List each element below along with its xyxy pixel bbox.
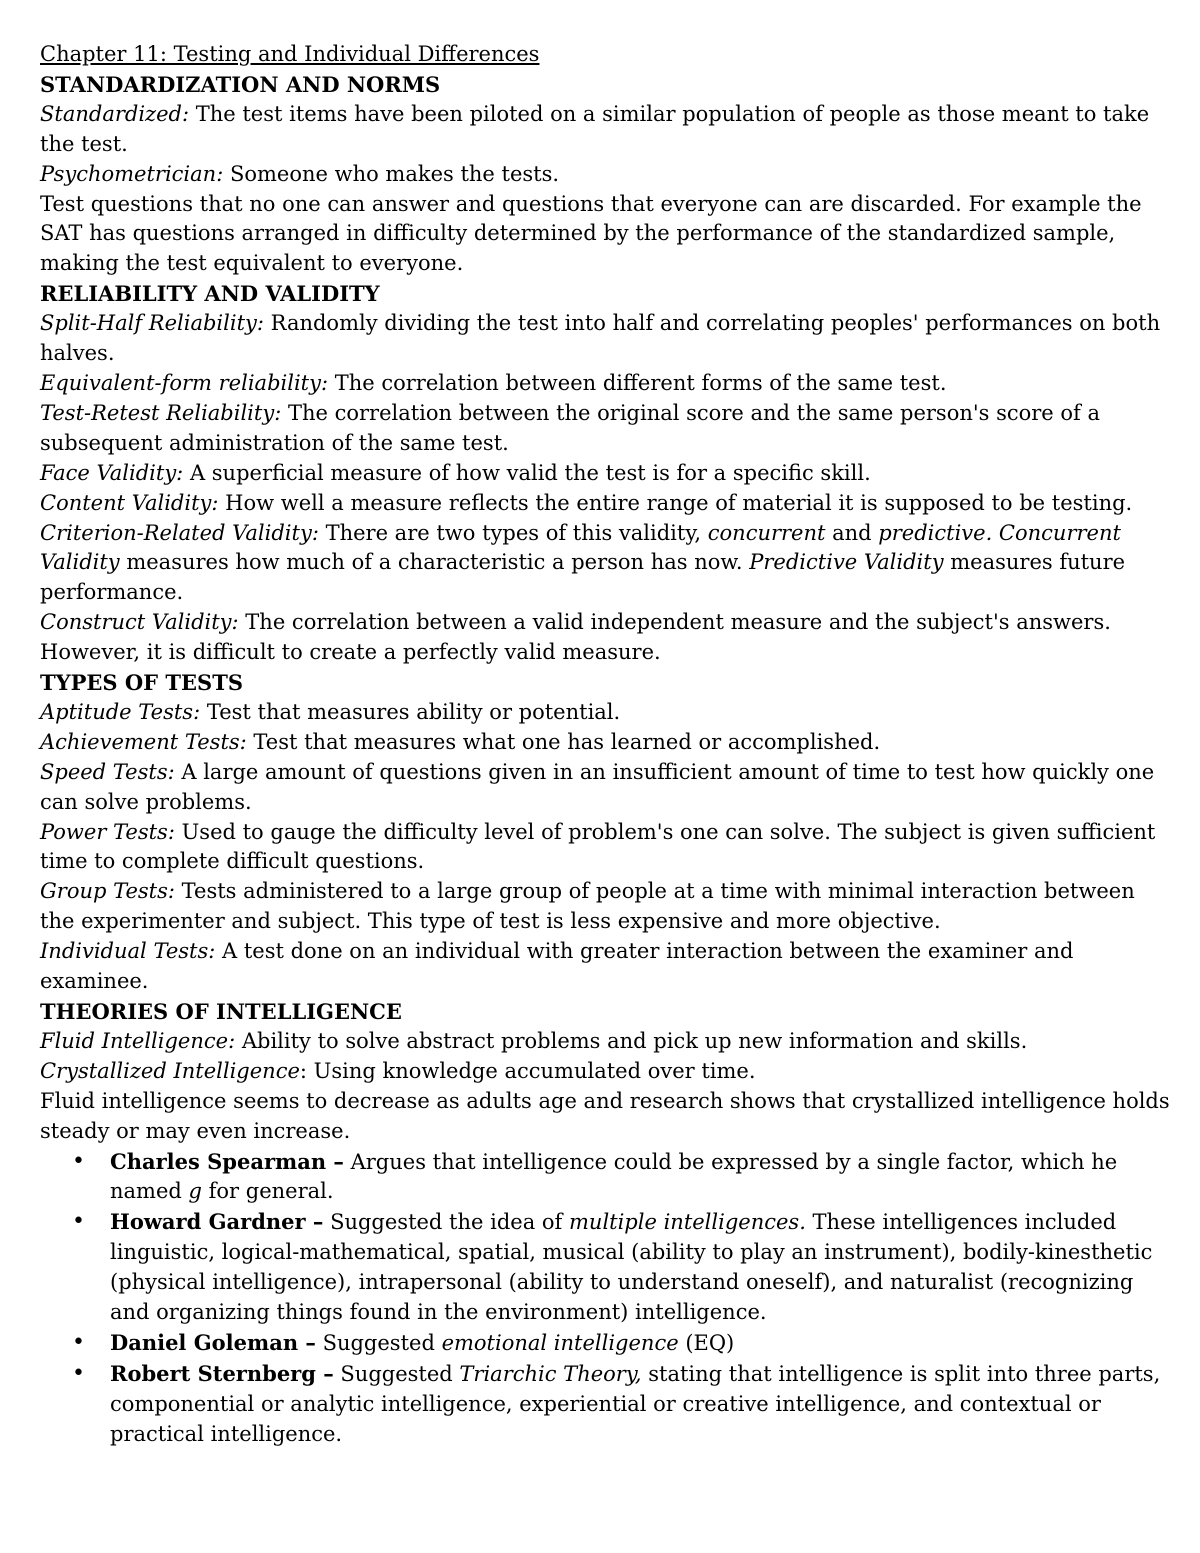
theorist-name: Daniel Goleman –	[110, 1329, 316, 1355]
emphasis: multiple intelligences.	[569, 1210, 806, 1235]
emphasis: predictive. Concurrent Validity	[40, 520, 1121, 575]
definition-text: The test items have been piloted on a similar population of people as those meant to take the test.	[40, 101, 1150, 156]
list-item-text: These intelligences included linguistic, logical-mathematical, spatial, musical (ability to play an instrument), bodily-kinesthetic (physical intelligence), intrapersonal (ability to understand oneself), and naturalist (recognizing and organizing things found in the environment) intelligence.	[110, 1210, 1153, 1325]
definition-standardized	[40, 100, 1170, 160]
term: Standardized:	[40, 101, 190, 126]
term: Power Tests:	[40, 819, 175, 844]
definition-text: Test that measures ability or potential.	[200, 699, 621, 724]
definition-crystallized	[40, 1057, 1170, 1087]
theories-note: Fluid intelligence seems to decrease as adults age and research shows that crystallized intelligence holds steady or may even increase.	[40, 1088, 1170, 1143]
term: Split-Half Reliability:	[40, 311, 264, 336]
section-heading-standardization: STANDARDIZATION AND NORMS	[40, 71, 441, 97]
definition-power	[40, 818, 1170, 878]
definition-text: The correlation between a valid independent measure and the subject's answers. However, it is difficult to create a perfectly valid measure.	[40, 610, 1111, 665]
emphasis: concurrent	[707, 520, 826, 545]
emphasis: Triarchic Theory,	[459, 1361, 642, 1386]
theorist-name: Robert Sternberg –	[110, 1360, 334, 1386]
term: Fluid Intelligence:	[40, 1028, 236, 1053]
definition-group	[40, 877, 1170, 937]
list-item-text: Suggested the idea of	[323, 1210, 569, 1235]
definition-criterion-validity	[40, 519, 1170, 609]
definition-face-validity	[40, 459, 1170, 489]
definition-individual	[40, 937, 1170, 997]
list-item-spearman	[40, 1147, 1170, 1208]
term: Test-Retest Reliability:	[40, 400, 282, 425]
term: Speed Tests:	[40, 759, 175, 784]
list-item-text: stating that intelligence is split into three parts, componential or analytic intelligence, experiential or creative intelligence, and contextual or practical intelligence.	[110, 1361, 1161, 1446]
definition-text: The correlation between different forms of the same test.	[328, 370, 947, 395]
definition-text: and	[825, 520, 879, 545]
definition-content-validity	[40, 489, 1170, 519]
definition-text: How well a measure reflects the entire range of material it is supposed to be testing.	[218, 490, 1133, 515]
term: Crystallized Intelligence	[40, 1058, 300, 1083]
definition-text: Ability to solve abstract problems and pick up new information and skills.	[235, 1028, 1028, 1053]
theorist-name: Howard Gardner –	[110, 1209, 324, 1235]
section-heading-reliability: RELIABILITY AND VALIDITY	[40, 281, 380, 307]
definition-aptitude	[40, 698, 1170, 728]
list-item-sternberg	[40, 1359, 1170, 1450]
definition-split-half	[40, 309, 1170, 369]
term: Aptitude Tests:	[40, 699, 201, 724]
emphasis: emotional intelligence	[441, 1330, 679, 1355]
standardization-note: Test questions that no one can answer and questions that everyone can are discarded. For example the SAT has questions arranged in difficulty determined by the performance of the standardized sample, making the test equivalent to everyone.	[40, 191, 1142, 276]
definition-test-retest	[40, 399, 1170, 459]
theorist-list	[40, 1147, 1170, 1450]
term: Individual Tests:	[40, 939, 216, 964]
definition-text: A large amount of questions given in an insufficient amount of time to test how quickly one can solve problems.	[40, 759, 1155, 814]
term: Construct Validity:	[40, 610, 239, 635]
theorist-name: Charles Spearman –	[110, 1148, 344, 1174]
definition-text: A superficial measure of how valid the test is for a specific skill.	[183, 460, 871, 485]
definition-achievement	[40, 728, 1170, 758]
definition-text: There are two types of this validity,	[318, 520, 708, 545]
emphasis: g	[188, 1179, 202, 1204]
list-item-text: for general.	[201, 1179, 334, 1204]
definition-psychometrician	[40, 160, 1170, 190]
emphasis: Predictive Validity	[749, 550, 944, 575]
term: Equivalent-form reliability:	[40, 370, 329, 395]
term: Criterion-Related Validity:	[40, 520, 319, 545]
definition-text: measures how much of a characteristic a person has now.	[119, 550, 750, 575]
definition-text: Tests administered to a large group of people at a time with minimal interaction between the experimenter and subject. This type of test is less expensive and more objective.	[40, 879, 1135, 934]
definition-construct-validity	[40, 608, 1170, 668]
term: Achievement Tests:	[40, 729, 247, 754]
definition-equivalent-form	[40, 369, 1170, 399]
list-item-text: Suggested	[333, 1361, 460, 1386]
term: Content Validity:	[40, 490, 219, 515]
definition-text: A test done on an individual with greater interaction between the examiner and examinee.	[40, 939, 1074, 994]
term: Group Tests:	[40, 879, 175, 904]
definition-text: Used to gauge the difficulty level of problem's one can solve. The subject is given sufficient time to complete difficult questions.	[40, 819, 1156, 874]
list-item-gardner	[40, 1207, 1170, 1328]
definition-text: Someone who makes the tests.	[223, 161, 560, 186]
definition-text: Test that measures what one has learned or accomplished.	[246, 729, 881, 754]
list-item-goleman	[40, 1328, 1170, 1359]
term: Psychometrician:	[40, 161, 224, 186]
definition-text: Randomly dividing the test into half and correlating peoples' performances on both halves.	[40, 311, 1161, 366]
definition-text: : Using knowledge accumulated over time.	[299, 1058, 756, 1083]
definition-text: measures future performance.	[40, 550, 1126, 605]
term: Face Validity:	[40, 460, 184, 485]
list-item-text: (EQ)	[678, 1330, 735, 1355]
document-title: Chapter 11: Testing and Individual Differences	[40, 42, 540, 66]
section-heading-types: TYPES OF TESTS	[40, 670, 243, 696]
document-page	[40, 40, 1170, 1450]
definition-text: The correlation between the original score and the same person's score of a subsequent administration of the same test.	[40, 400, 1101, 455]
list-item-text: Suggested	[315, 1330, 442, 1355]
list-item-text: Argues that intelligence could be expressed by a single factor, which he named	[110, 1149, 1118, 1204]
definition-fluid	[40, 1027, 1170, 1057]
definition-speed	[40, 758, 1170, 818]
section-heading-theories: THEORIES OF INTELLIGENCE	[40, 999, 402, 1024]
